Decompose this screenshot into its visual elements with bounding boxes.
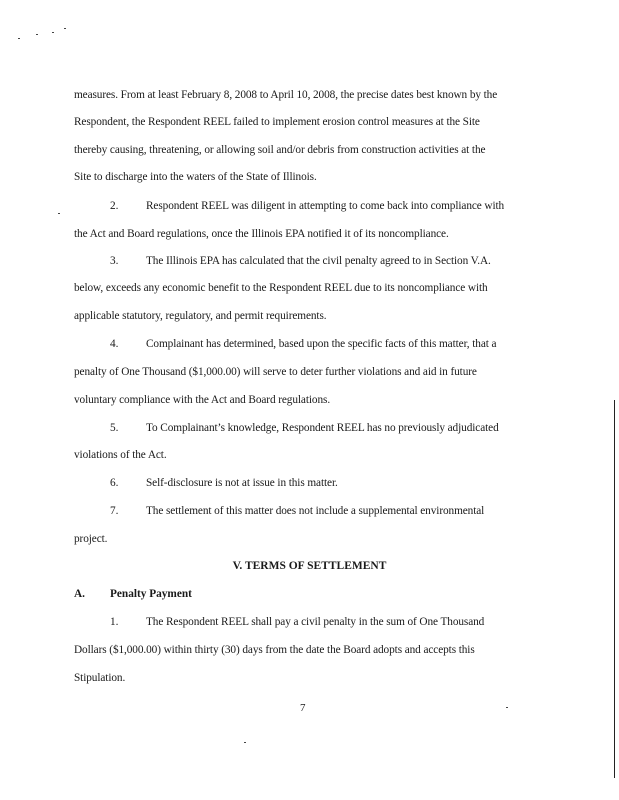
scan-edge-rule — [614, 400, 615, 778]
paragraph-number: 3. — [110, 255, 119, 267]
paragraph-number: 5. — [110, 422, 119, 434]
scan-speck — [18, 38, 20, 39]
body-line: penalty of One Thousand ($1,000.00) will serve to deter further violations and aid in future — [74, 366, 477, 378]
paragraph-number: 6. — [110, 477, 119, 489]
scan-speck — [64, 28, 66, 29]
body-line: The Illinois EPA has calculated that the civil penalty agreed to in Section V.A. — [146, 255, 491, 267]
body-line: Stipulation. — [74, 672, 126, 684]
body-line: Respondent, the Respondent REEL failed to implement erosion control measures at the Site — [74, 116, 480, 128]
section-heading: V. TERMS OF SETTLEMENT — [232, 560, 387, 572]
scan-speck — [52, 32, 54, 33]
body-line: applicable statutory, regulatory, and permit requirements. — [74, 310, 327, 322]
body-line: Complainant has determined, based upon the specific facts of this matter, that a — [146, 338, 497, 350]
scan-speck — [58, 213, 60, 214]
paragraph-number: 4. — [110, 338, 119, 350]
subsection-title: Penalty Payment — [110, 588, 192, 600]
body-line: Respondent REEL was diligent in attempting to come back into compliance with — [146, 200, 505, 212]
body-line: Self-disclosure is not at issue in this matter. — [146, 477, 338, 489]
scan-speck — [36, 34, 38, 35]
body-line: violations of the Act. — [74, 449, 167, 461]
body-line: below, exceeds any economic benefit to the Respondent REEL due to its noncompliance with — [74, 282, 488, 294]
page-number: 7 — [300, 702, 306, 714]
body-line: To Complainant’s knowledge, Respondent REEL has no previously adjudicated — [146, 422, 499, 434]
scan-speck — [244, 742, 246, 743]
subsection-letter: A. — [74, 588, 85, 600]
body-line: Dollars ($1,000.00) within thirty (30) days from the date the Board adopts and accepts this — [74, 644, 475, 656]
body-line: voluntary compliance with the Act and Board regulations. — [74, 394, 331, 406]
body-line: The settlement of this matter does not include a supplemental environmental — [146, 505, 485, 517]
body-line: measures. From at least February 8, 2008 to April 10, 2008, the precise dates best known by the — [74, 89, 498, 101]
paragraph-number: 7. — [110, 505, 119, 517]
body-line: thereby causing, threatening, or allowing soil and/or debris from construction activities at the — [74, 144, 486, 156]
paragraph-number: 1. — [110, 616, 119, 628]
paragraph-number: 2. — [110, 200, 119, 212]
body-line: project. — [74, 533, 108, 545]
body-line: Site to discharge into the waters of the State of Illinois. — [74, 171, 317, 183]
scan-speck — [506, 707, 508, 708]
body-line: The Respondent REEL shall pay a civil penalty in the sum of One Thousand — [146, 616, 485, 628]
body-line: the Act and Board regulations, once the Illinois EPA notified it of its noncompliance. — [74, 228, 449, 240]
